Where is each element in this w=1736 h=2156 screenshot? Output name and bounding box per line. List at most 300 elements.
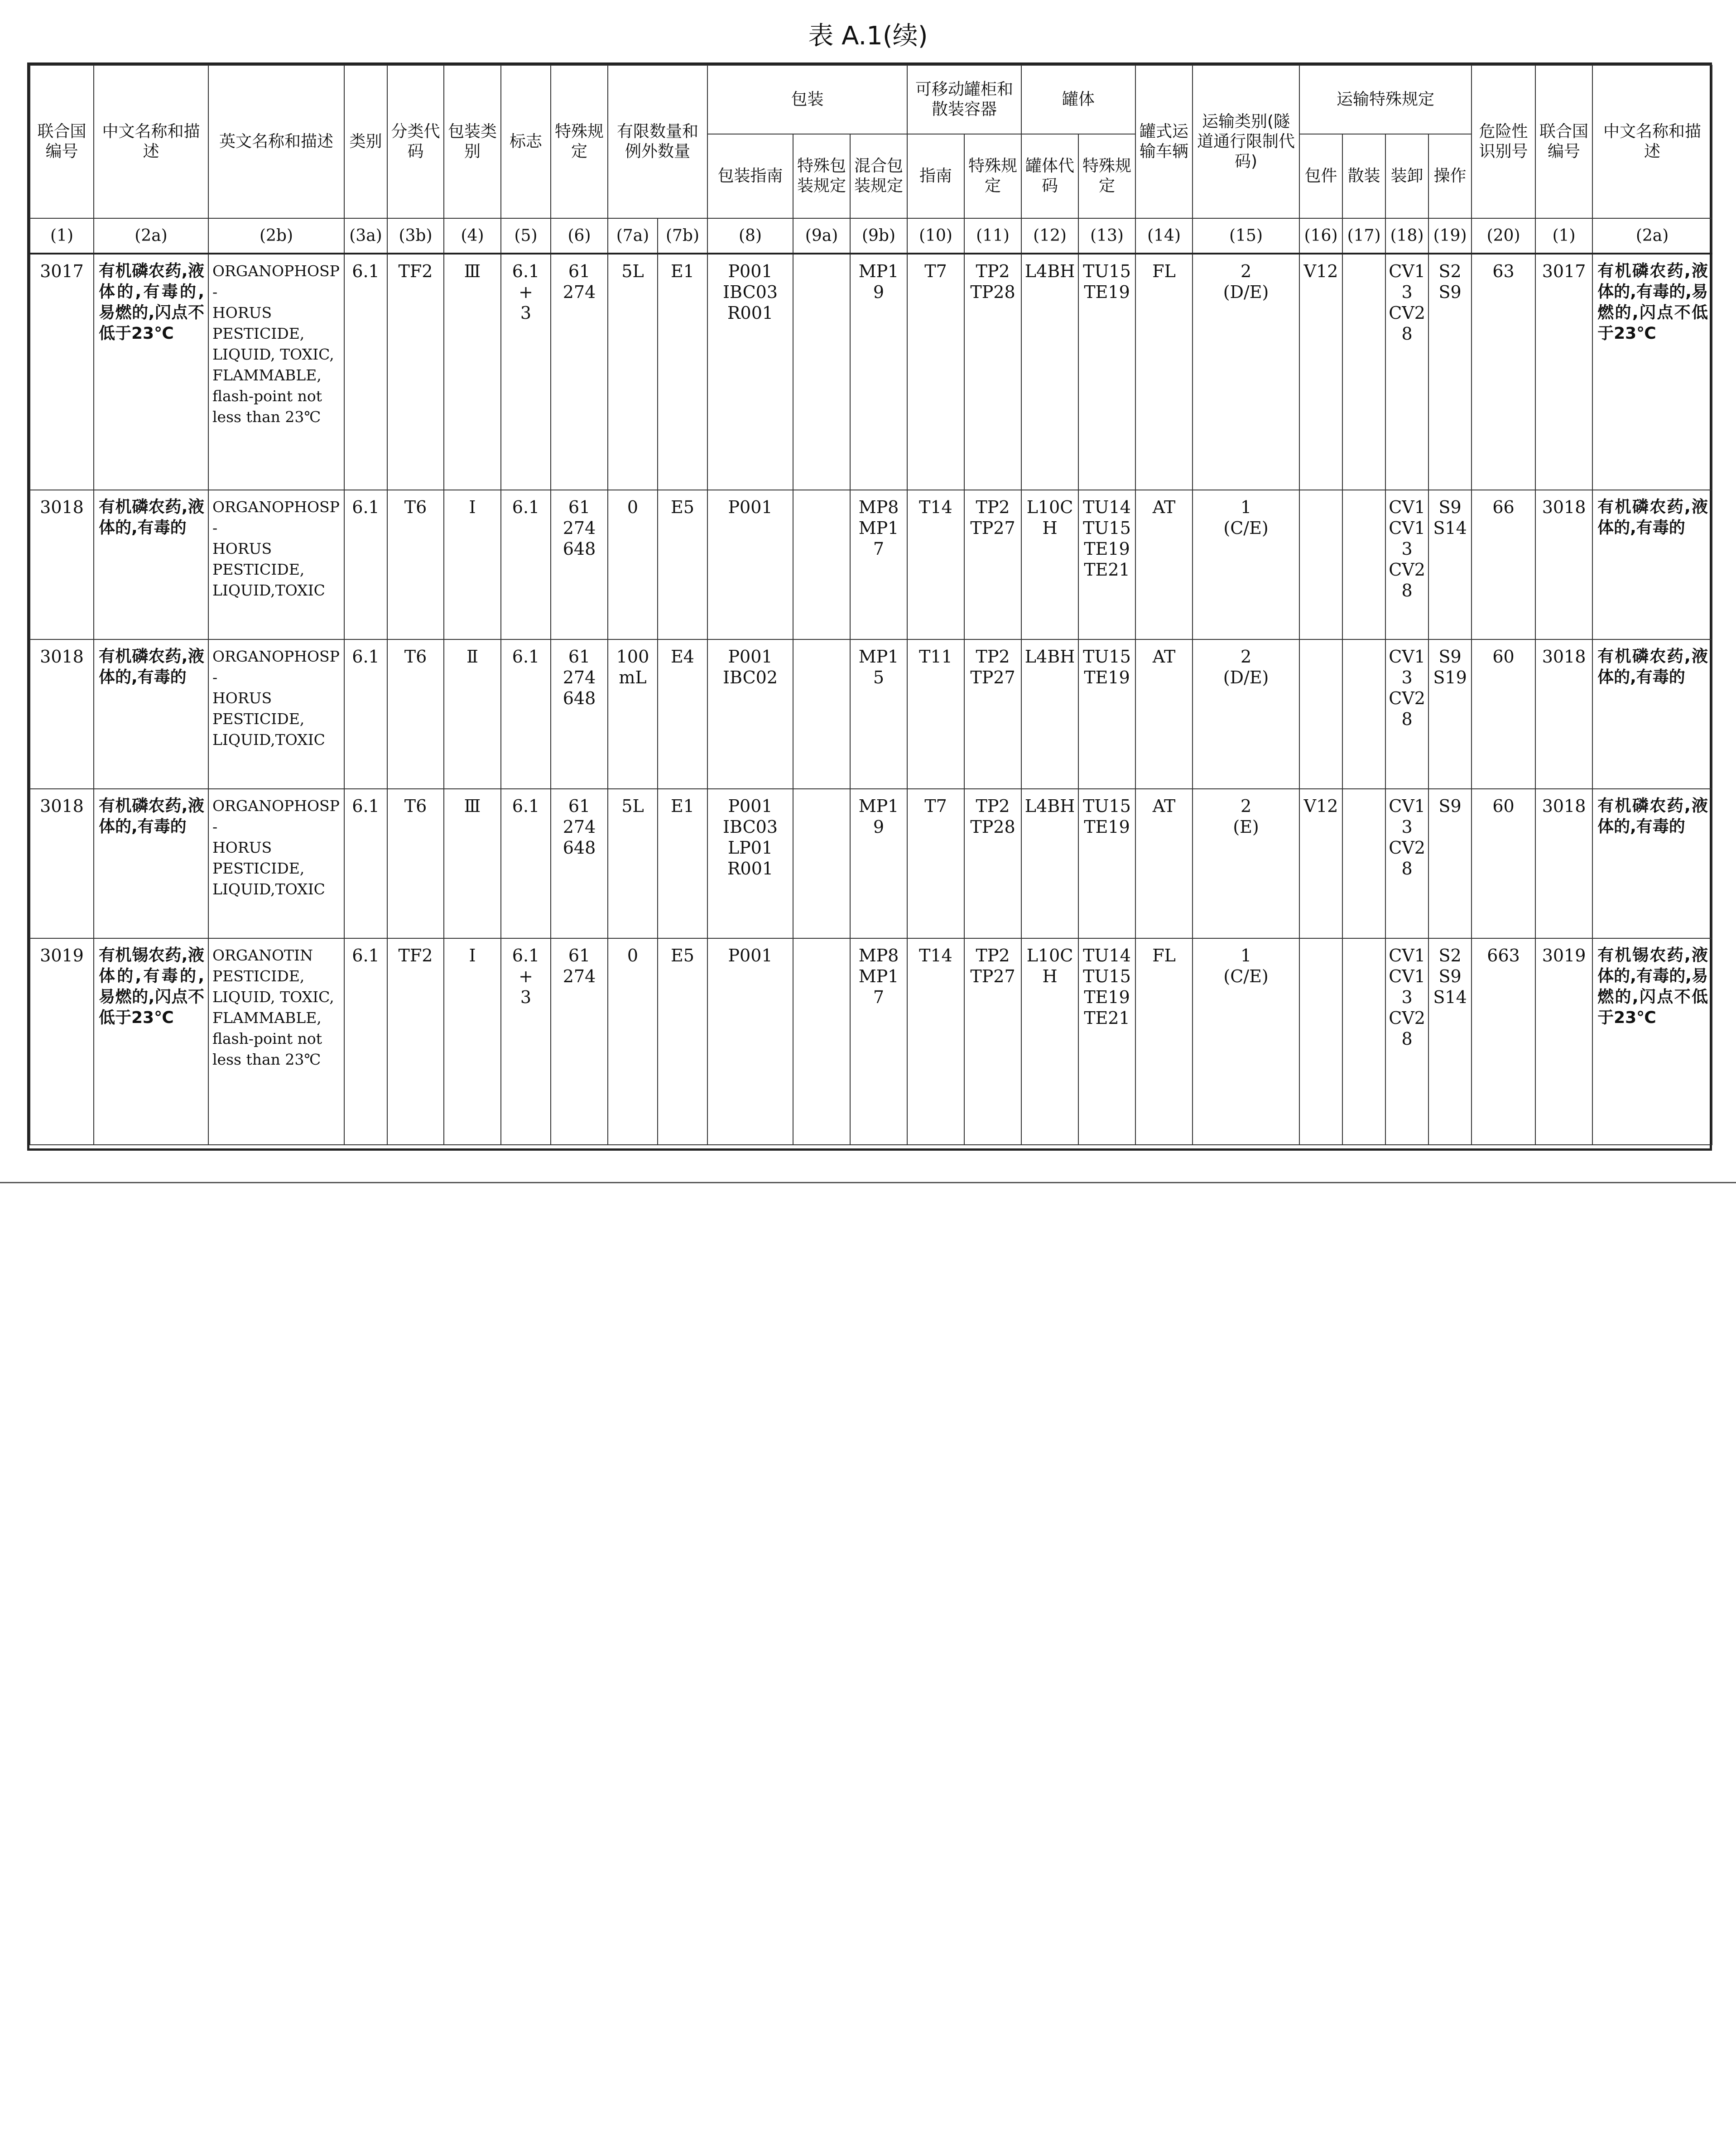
cell-hazard-id: 66 [1472,490,1535,639]
cell-name-en-line: HORUS [212,304,272,322]
header-labels: 标志 [501,65,551,218]
header-portable-tanks: 可移动罐柜和散装容器 [907,65,1021,134]
cell-packing-group: Ⅲ [444,254,501,490]
cell-hazard-id: 63 [1472,254,1535,490]
cell-portable-special [964,490,1021,639]
cell-sp-operation-line: S9 [1438,497,1462,517]
cell-name-en-line: PESTICIDE, [212,860,305,877]
cell-tank-special-line: TU15 [1083,966,1131,986]
cell-sp-packages [1299,639,1342,789]
cell-tank-code: L10CH [1021,938,1078,1145]
cell-special-provisions-line: 648 [563,539,596,559]
cell-un-no-right: 3019 [1535,938,1592,1145]
cell-class-code: TF2 [387,254,444,490]
cell-sp-loading-line: CV13 [1389,796,1425,837]
column-number: (10) [907,218,964,254]
header-tank-vehicle: 罐式运输车辆 [1135,65,1193,218]
cell-labels-line: 3 [520,303,532,323]
cell-sp-bulk [1342,938,1385,1145]
header-transport-special-provisions: 运输特殊规定 [1299,65,1472,134]
cell-sp-loading-line: CV13 [1389,261,1425,302]
cell-excepted-qty: E4 [658,639,707,789]
cell-name-en-line: LIQUID, TOXIC, [212,988,334,1006]
cell-labels-line: 6.1 + [512,261,540,302]
cell-name-en-line: LIQUID,TOXIC [212,581,325,599]
cell-name-en [208,938,344,1145]
cell-labels [501,490,551,639]
cell-name-zh: 有机锡农药,液体的,有毒的,易燃的,闪点不低于23℃ [94,938,208,1145]
cell-mixed-packing [850,938,907,1145]
cell-sp-loading [1385,639,1428,789]
cell-un-no-right: 3017 [1535,254,1592,490]
cell-labels-line: 6.1 [512,796,540,816]
cell-transport-category-line: (C/E) [1223,518,1269,538]
header-un-no: 联合国编号 [30,65,94,218]
header-portable-instructions: 指南 [907,134,964,218]
cell-tank-code: L4BH [1021,639,1078,789]
cell-packing-instructions-line: P001 [728,796,773,816]
table-row [30,639,1712,789]
header-mixed-packing: 混合包装规定 [850,134,907,218]
cell-sp-operation [1428,938,1472,1145]
cell-name-en-line: HORUS [212,839,272,856]
cell-excepted-qty: E5 [658,490,707,639]
column-number: (19) [1428,218,1472,254]
cell-un-no-right: 3018 [1535,490,1592,639]
cell-name-zh: 有机磷农药,液体的,有毒的,易燃的,闪点不低于23℃ [94,254,208,490]
cell-class: 6.1 [344,639,387,789]
cell-sp-operation-line: S19 [1433,667,1467,687]
cell-name-en-line: less than 23℃ [212,1051,321,1068]
table-row [30,938,1712,1145]
cell-transport-category [1193,789,1299,938]
cell-transport-category-line: 1 [1240,946,1252,965]
cell-mixed-packing [850,490,907,639]
cell-sp-packages: V12 [1299,789,1342,938]
cell-special-provisions-line: 274 [563,966,596,986]
cell-transport-category-line: (C/E) [1223,966,1269,986]
cell-class-code: T6 [387,490,444,639]
cell-name-en-line: LIQUID,TOXIC [212,880,325,898]
header-sp-loading: 装卸 [1385,134,1428,218]
table-row [30,789,1712,938]
cell-name-zh: 有机磷农药,液体的,有毒的 [94,490,208,639]
cell-name-en-line: FLAMMABLE, [212,366,322,384]
cell-class: 6.1 [344,254,387,490]
cell-packing-instructions [707,938,793,1145]
cell-hazard-id: 60 [1472,639,1535,789]
cell-sp-loading [1385,938,1428,1145]
cell-excepted-qty: E1 [658,789,707,938]
cell-tank-vehicle: AT [1135,789,1193,938]
column-number: (7a) [608,218,658,254]
cell-name-en-line: ORGANOPHOSP- [212,262,340,301]
cell-packing-instructions [707,639,793,789]
cell-tank-special-line: TE21 [1084,1008,1130,1028]
cell-name-en-line: PESTICIDE, [212,710,305,728]
column-number-row [30,218,1712,254]
column-number: (16) [1299,218,1342,254]
cell-un-no-right: 3018 [1535,639,1592,789]
cell-class: 6.1 [344,938,387,1145]
cell-sp-operation-line: S9 [1438,282,1462,302]
cell-tank-special-line: TE19 [1084,817,1130,837]
cell-mixed-packing-line: MP17 [858,518,899,559]
cell-tank-special-line: TU15 [1083,518,1131,538]
cell-labels-line: 6.1 [512,497,540,517]
cell-special-provisions-line: 61 [568,946,591,965]
header-name-en: 英文名称和描述 [208,65,344,218]
cell-tank-code: L4BH [1021,254,1078,490]
cell-portable-special-line: TP2 [976,497,1010,517]
cell-sp-loading-line: CV1 [1389,497,1425,517]
cell-labels [501,639,551,789]
dangerous-goods-table-frame [27,62,1712,1151]
cell-special-packing [793,254,850,490]
cell-packing-instructions [707,789,793,938]
cell-packing-instructions-line: P001 [728,946,773,965]
cell-portable-special-line: TP2 [976,946,1010,965]
cell-limited-qty: 5L [608,254,658,490]
cell-transport-category-line: 2 [1240,796,1252,816]
cell-sp-loading [1385,254,1428,490]
cell-tank-special-line: TU14 [1083,497,1131,517]
cell-name-en-line: FLAMMABLE, [212,1009,322,1027]
cell-name-en [208,490,344,639]
cell-portable-special-line: TP27 [970,667,1015,687]
cell-portable-special-line: TP28 [970,817,1015,837]
cell-special-provisions [551,490,608,639]
cell-packing-instructions-line: LP01 [727,838,773,858]
cell-excepted-qty: E1 [658,254,707,490]
cell-special-provisions-line: 274 [563,282,596,302]
cell-tank-special-line: TE19 [1084,667,1130,687]
cell-tank-vehicle: AT [1135,490,1193,639]
cell-special-provisions [551,938,608,1145]
cell-name-en [208,789,344,938]
cell-limited-qty: 0 [608,938,658,1145]
cell-sp-bulk [1342,490,1385,639]
cell-name-en-line: flash-point not [212,387,322,405]
cell-packing-group: Ⅰ [444,938,501,1145]
cell-mixed-packing [850,639,907,789]
header-un-no-right: 联合国编号 [1535,65,1592,218]
cell-tank-special-line: TU14 [1083,946,1131,965]
column-number: (4) [444,218,501,254]
cell-tank-special [1078,254,1135,490]
cell-sp-loading-line: CV13 [1389,518,1425,559]
header-class: 类别 [344,65,387,218]
cell-special-packing [793,639,850,789]
cell-portable-instructions: T7 [907,789,964,938]
cell-name-zh: 有机磷农药,液体的,有毒的 [94,789,208,938]
cell-portable-special [964,938,1021,1145]
cell-name-en-line: LIQUID, TOXIC, [212,346,334,363]
cell-transport-category-line: (E) [1233,817,1259,837]
cell-labels [501,254,551,490]
cell-portable-special [964,639,1021,789]
table-row [30,254,1712,490]
cell-sp-bulk [1342,639,1385,789]
cell-excepted-qty: E5 [658,938,707,1145]
cell-un-no-right: 3018 [1535,789,1592,938]
header-tank-special: 特殊规定 [1078,134,1135,218]
cell-name-zh-right: 有机磷农药,液体的,有毒的 [1592,490,1712,639]
cell-sp-operation [1428,254,1472,490]
header-name-zh-right: 中文名称和描述 [1592,65,1712,218]
column-number: (3b) [387,218,444,254]
cell-special-provisions-line: 648 [563,838,596,858]
cell-sp-operation-line: S9 [1438,796,1462,816]
cell-transport-category-line: 2 [1240,647,1252,667]
cell-transport-category [1193,639,1299,789]
cell-name-zh-right: 有机磷农药,液体的,有毒的 [1592,639,1712,789]
cell-special-provisions-line: 61 [568,497,591,517]
cell-transport-category-line: (D/E) [1223,282,1269,302]
cell-sp-packages [1299,490,1342,639]
cell-transport-category-line: (D/E) [1223,667,1269,687]
cell-name-en-line: HORUS [212,689,272,707]
cell-tank-vehicle: FL [1135,254,1193,490]
column-number: (3a) [344,218,387,254]
cell-sp-bulk [1342,789,1385,938]
column-number: (1) [30,218,94,254]
cell-portable-special-line: TP27 [970,518,1015,538]
cell-mixed-packing [850,254,907,490]
cell-tank-special-line: TU15 [1083,796,1131,816]
cell-special-provisions-line: 61 [568,796,591,816]
cell-special-provisions [551,789,608,938]
cell-name-en-line: HORUS [212,540,272,557]
cell-name-en-line: flash-point not [212,1030,322,1047]
page-bottom-rule [0,1182,1736,1183]
cell-packing-instructions-line: IBC03 [722,817,778,837]
cell-labels-line: 6.1 + [512,946,540,986]
cell-sp-operation-line: S14 [1433,987,1467,1007]
cell-tank-special-line: TU15 [1083,261,1131,281]
cell-packing-instructions [707,254,793,490]
cell-tank-code: L10CH [1021,490,1078,639]
cell-mixed-packing-line: MP19 [858,796,899,837]
cell-name-en-line: PESTICIDE, [212,325,305,342]
cell-labels [501,938,551,1145]
cell-portable-instructions: T14 [907,938,964,1145]
cell-sp-operation [1428,639,1472,789]
cell-tank-special [1078,789,1135,938]
column-number: (2a) [1592,218,1712,254]
cell-sp-operation [1428,789,1472,938]
column-number: (8) [707,218,793,254]
cell-labels [501,789,551,938]
cell-portable-instructions: T11 [907,639,964,789]
cell-hazard-id: 663 [1472,938,1535,1145]
header-packing-instructions: 包装指南 [707,134,793,218]
cell-tank-vehicle: FL [1135,938,1193,1145]
cell-class-code: TF2 [387,938,444,1145]
cell-sp-loading-line: CV28 [1389,1008,1425,1049]
cell-transport-category-line: 1 [1240,497,1252,517]
cell-sp-loading-line: CV1 [1389,946,1425,965]
header-row-1 [30,65,1712,134]
cell-sp-loading-line: CV28 [1389,303,1425,344]
cell-packing-instructions-line: P001 [728,261,773,281]
cell-sp-operation-line: S9 [1438,647,1462,667]
cell-name-zh-right: 有机锡农药,液体的,有毒的,易燃的,闪点不低于23℃ [1592,938,1712,1145]
cell-packing-instructions-line: IBC03 [722,282,778,302]
cell-mixed-packing-line: MP15 [858,647,899,687]
column-number: (12) [1021,218,1078,254]
cell-transport-category [1193,938,1299,1145]
cell-un-no: 3018 [30,490,94,639]
cell-mixed-packing-line: MP17 [858,966,899,1007]
cell-limited-qty: 100mL [608,639,658,789]
column-number: (2b) [208,218,344,254]
cell-tank-special-line: TE21 [1084,560,1130,580]
header-portable-special: 特殊规定 [964,134,1021,218]
cell-packing-instructions [707,490,793,639]
column-number: (9a) [793,218,850,254]
header-limited-excepted-qty: 有限数量和例外数量 [608,65,707,218]
cell-transport-category [1193,254,1299,490]
column-number: (2a) [94,218,208,254]
cell-portable-instructions: T14 [907,490,964,639]
table-row [30,490,1712,639]
cell-mixed-packing [850,789,907,938]
cell-special-provisions-line: 648 [563,688,596,708]
header-transport-category: 运输类别(隧道通行限制代码) [1193,65,1299,218]
cell-un-no: 3017 [30,254,94,490]
cell-transport-category [1193,490,1299,639]
cell-tank-special [1078,639,1135,789]
cell-sp-loading [1385,789,1428,938]
cell-name-en-line: ORGANOPHOSP- [212,797,340,836]
cell-name-en-line: ORGANOPHOSP- [212,648,340,686]
cell-tank-special-line: TE19 [1084,539,1130,559]
cell-class: 6.1 [344,490,387,639]
header-tank-code: 罐体代码 [1021,134,1078,218]
cell-sp-operation-line: S2 [1438,946,1462,965]
column-number: (5) [501,218,551,254]
header-class-code: 分类代码 [387,65,444,218]
column-number: (18) [1385,218,1428,254]
cell-portable-special [964,254,1021,490]
cell-sp-bulk [1342,254,1385,490]
cell-name-en-line: LIQUID,TOXIC [212,731,325,749]
cell-portable-special-line: TP2 [976,261,1010,281]
cell-portable-special-line: TP2 [976,796,1010,816]
cell-name-en [208,254,344,490]
header-hazard-id: 危险性识别号 [1472,65,1535,218]
cell-portable-special-line: TP2 [976,647,1010,667]
cell-name-en-line: PESTICIDE, [212,561,305,578]
cell-sp-operation-line: S9 [1438,966,1462,986]
column-number: (17) [1342,218,1385,254]
cell-class-code: T6 [387,789,444,938]
cell-portable-instructions: T7 [907,254,964,490]
cell-special-provisions [551,254,608,490]
cell-transport-category-line: 2 [1240,261,1252,281]
cell-packing-instructions-line: R001 [727,303,774,323]
cell-special-packing [793,789,850,938]
cell-packing-instructions-line: P001 [728,497,773,517]
cell-sp-packages: V12 [1299,254,1342,490]
cell-sp-loading-line: CV28 [1389,688,1425,729]
cell-labels-line: 3 [520,987,532,1007]
cell-sp-packages [1299,938,1342,1145]
cell-hazard-id: 60 [1472,789,1535,938]
cell-portable-special-line: TP27 [970,966,1015,986]
cell-sp-loading-line: CV13 [1389,647,1425,687]
cell-tank-vehicle: AT [1135,639,1193,789]
cell-special-provisions-line: 61 [568,647,591,667]
column-number: (1) [1535,218,1592,254]
cell-name-en [208,639,344,789]
cell-tank-code: L4BH [1021,789,1078,938]
cell-sp-loading-line: CV28 [1389,838,1425,879]
column-number: (15) [1193,218,1299,254]
cell-class-code: T6 [387,639,444,789]
cell-special-provisions-line: 274 [563,817,596,837]
header-sp-bulk: 散装 [1342,134,1385,218]
cell-packing-instructions-line: IBC02 [722,667,778,687]
cell-class: 6.1 [344,789,387,938]
header-packaging: 包装 [707,65,907,134]
cell-sp-loading [1385,490,1428,639]
cell-packing-instructions-line: P001 [728,647,773,667]
cell-sp-loading-line: CV13 [1389,966,1425,1007]
cell-sp-operation [1428,490,1472,639]
cell-tank-special-line: TU15 [1083,647,1131,667]
cell-special-packing [793,490,850,639]
cell-sp-operation-line: S2 [1438,261,1462,281]
cell-packing-instructions-line: R001 [727,859,774,879]
header-sp-operation: 操作 [1428,134,1472,218]
cell-name-en-line: PESTICIDE, [212,967,305,985]
cell-special-packing [793,938,850,1145]
cell-un-no: 3018 [30,789,94,938]
column-number: (9b) [850,218,907,254]
cell-special-provisions [551,639,608,789]
cell-mixed-packing-line: MP8 [858,497,899,517]
cell-tank-special [1078,938,1135,1145]
cell-tank-special-line: TE19 [1084,987,1130,1007]
cell-name-en-line: less than 23℃ [212,408,321,426]
column-number: (6) [551,218,608,254]
cell-tank-special [1078,490,1135,639]
cell-name-en-line: ORGANOPHOSP- [212,498,340,537]
dangerous-goods-table [29,65,1712,1145]
column-number: (14) [1135,218,1193,254]
cell-portable-special [964,789,1021,938]
cell-packing-group: Ⅲ [444,789,501,938]
cell-special-provisions-line: 274 [563,518,596,538]
cell-un-no: 3018 [30,639,94,789]
cell-name-zh-right: 有机磷农药,液体的,有毒的 [1592,789,1712,938]
cell-sp-loading-line: CV28 [1389,560,1425,600]
header-tank: 罐体 [1021,65,1135,134]
cell-mixed-packing-line: MP8 [858,946,899,965]
column-number: (7b) [658,218,707,254]
header-packing-group: 包装类别 [444,65,501,218]
cell-limited-qty: 0 [608,490,658,639]
cell-sp-operation-line: S14 [1433,518,1467,538]
cell-name-en-line: ORGANOTIN [212,946,313,964]
cell-portable-special-line: TP28 [970,282,1015,302]
cell-packing-group: Ⅰ [444,490,501,639]
cell-tank-special-line: TE19 [1084,282,1130,302]
cell-name-zh-right: 有机磷农药,液体的,有毒的,易燃的,闪点不低于23℃ [1592,254,1712,490]
cell-packing-group: Ⅱ [444,639,501,789]
